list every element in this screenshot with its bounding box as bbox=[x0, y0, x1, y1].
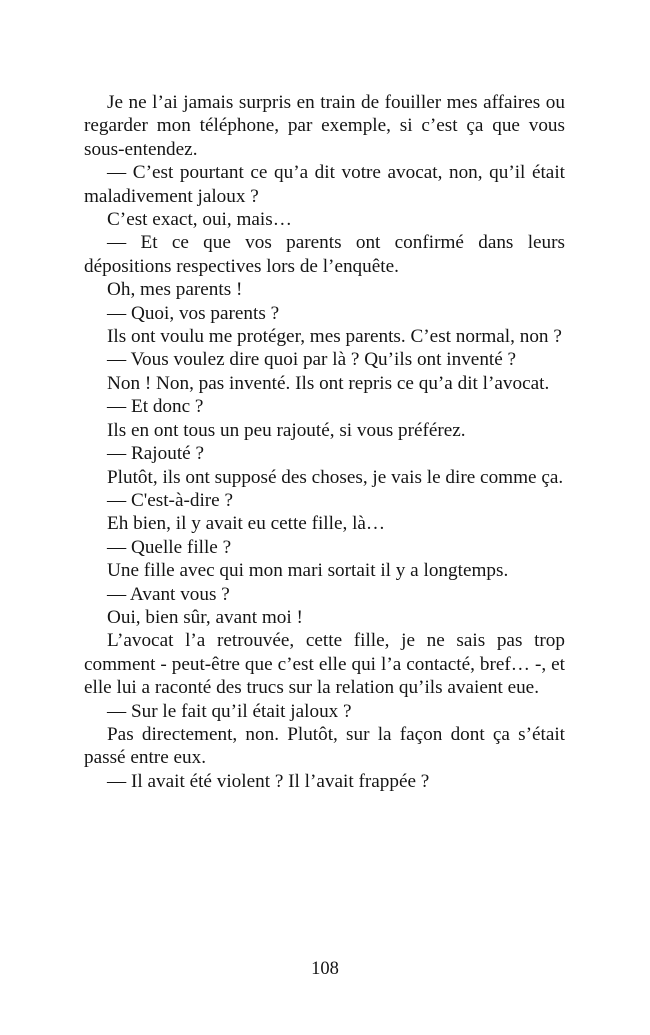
paragraph-14: — C'est-à-dire ? bbox=[107, 489, 233, 511]
paragraph-1: Je ne l’ai jamais surpris en train de fouiller mes affaires ou regarder mon téléphone, par exemple, si c’est ça que vous sous-entendez. bbox=[84, 92, 565, 160]
paragraph-13: Plutôt, ils ont supposé des choses, je vais le dire comme ça. bbox=[107, 466, 564, 488]
paragraph-4: — Et ce que vos parents ont confirmé dans leurs dépositions respectives lors de l’enquête. bbox=[84, 232, 565, 277]
paragraph-19: Oui, bien sûr, avant moi ! bbox=[107, 606, 303, 628]
page-text-block bbox=[84, 91, 565, 793]
paragraph-11: Ils en ont tous un peu rajouté, si vous préférez. bbox=[107, 419, 466, 441]
paragraph-16: — Quelle fille ? bbox=[107, 536, 232, 558]
paragraph-12: — Rajouté ? bbox=[107, 443, 204, 465]
paragraph-15: Eh bien, il y avait eu cette fille, là… bbox=[107, 513, 386, 535]
paragraph-2: — C’est pourtant ce qu’a dit votre avocat, non, qu’il était maladivement jaloux ? bbox=[84, 162, 565, 207]
paragraph-22: Pas directement, non. Plutôt, sur la façon dont ça s’était passé entre eux. bbox=[84, 723, 565, 769]
paragraph-7: Ils ont voulu me protéger, mes parents. C’est normal, non ? bbox=[107, 326, 562, 348]
paragraph-3: C’est exact, oui, mais… bbox=[107, 209, 292, 231]
paragraph-23: — Il avait été violent ? Il l’avait frappée ? bbox=[107, 770, 430, 792]
paragraph-9: Non ! Non, pas inventé. Ils ont repris ce qu’a dit l’avocat. bbox=[107, 372, 550, 394]
paragraph-18: — Avant vous ? bbox=[107, 583, 230, 605]
paragraph-20: L’avocat l’a retrouvée, cette fille, je ne sais pas trop comment - peut-être que c’est elle qui l’a contacté, bref… -, et elle lui a raconté des trucs sur la relation qu’ils avaient eue. bbox=[84, 630, 565, 699]
paragraph-21: — Sur le fait qu’il était jaloux ? bbox=[107, 700, 352, 722]
page-number: 108 bbox=[311, 959, 339, 979]
paragraph-17: Une fille avec qui mon mari sortait il y a longtemps. bbox=[107, 560, 509, 582]
paragraph-5: Oh, mes parents ! bbox=[107, 279, 243, 301]
paragraph-10: — Et donc ? bbox=[107, 396, 204, 418]
paragraph-6: — Quoi, vos parents ? bbox=[107, 302, 280, 324]
paragraph-8: — Vous voulez dire quoi par là ? Qu’ils ont inventé ? bbox=[107, 349, 517, 371]
